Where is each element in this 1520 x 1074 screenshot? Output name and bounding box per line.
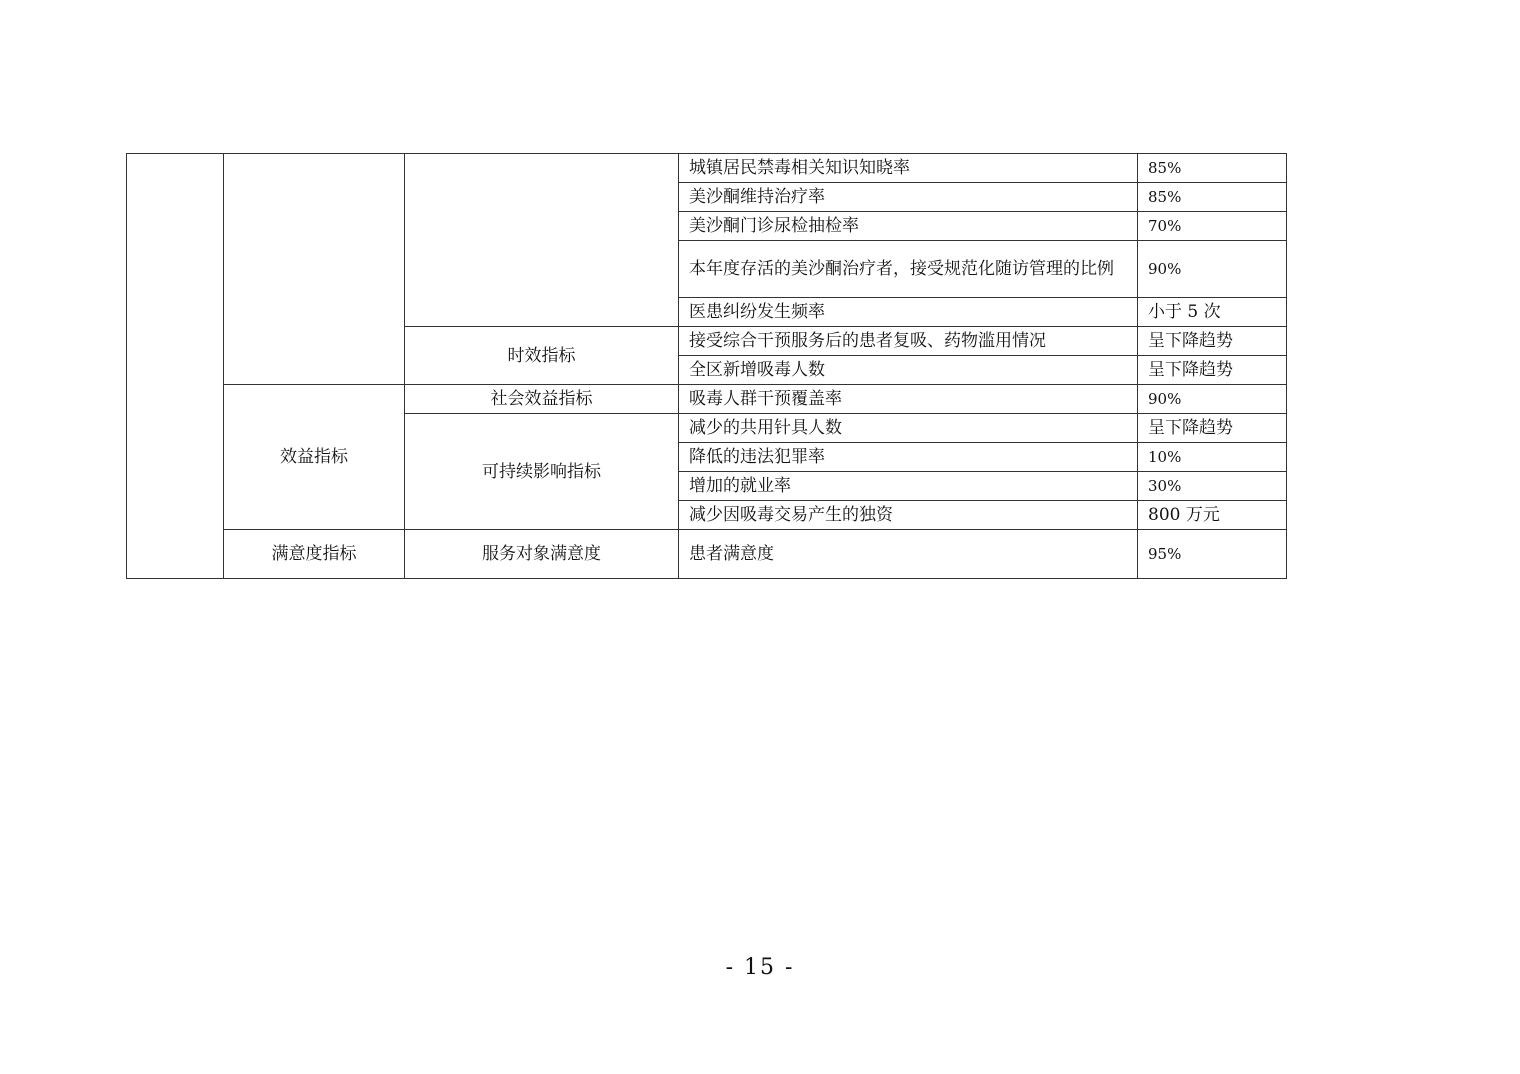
- indicator-cell: 减少的共用针具人数: [679, 414, 1138, 443]
- table-row: [127, 385, 1287, 414]
- level3-sustainable: 可持续影响指标: [405, 414, 679, 530]
- performance-indicator-table: [126, 153, 1287, 579]
- indicator-cell: 美沙酮维持治疗率: [679, 183, 1138, 212]
- level3-timeliness: 时效指标: [405, 327, 679, 385]
- value-cell: 800 万元: [1138, 501, 1287, 530]
- indicator-cell: 患者满意度: [679, 530, 1138, 579]
- level3-cell-empty: [405, 154, 679, 327]
- value-cell: 呈下降趋势: [1138, 327, 1287, 356]
- indicator-cell: 本年度存活的美沙酮治疗者，接受规范化随访管理的比例: [679, 241, 1138, 298]
- value-cell: 小于 5 次: [1138, 298, 1287, 327]
- value-cell: 呈下降趋势: [1138, 414, 1287, 443]
- level2-cell-empty: [224, 154, 405, 385]
- value-cell: 85%: [1138, 154, 1287, 183]
- indicator-cell: 接受综合干预服务后的患者复吸、药物滥用情况: [679, 327, 1138, 356]
- indicator-cell: 城镇居民禁毒相关知识知晓率: [679, 154, 1138, 183]
- indicator-cell: 美沙酮门诊尿检抽检率: [679, 212, 1138, 241]
- value-cell: 30%: [1138, 472, 1287, 501]
- indicator-cell: 全区新增吸毒人数: [679, 356, 1138, 385]
- value-cell: 90%: [1138, 241, 1287, 298]
- page-number: - 15 -: [725, 955, 795, 980]
- level2-effect: 效益指标: [224, 385, 405, 530]
- indicator-cell: 降低的违法犯罪率: [679, 443, 1138, 472]
- value-cell: 90%: [1138, 385, 1287, 414]
- indicator-cell: 吸毒人群干预覆盖率: [679, 385, 1138, 414]
- table-row: [127, 530, 1287, 579]
- level3-social: 社会效益指标: [405, 385, 679, 414]
- level3-service: 服务对象满意度: [405, 530, 679, 579]
- value-cell: 95%: [1138, 530, 1287, 579]
- value-cell: 呈下降趋势: [1138, 356, 1287, 385]
- value-cell: 85%: [1138, 183, 1287, 212]
- value-cell: 70%: [1138, 212, 1287, 241]
- value-cell: 10%: [1138, 443, 1287, 472]
- level1-cell-empty: [127, 154, 224, 579]
- table-row: [127, 154, 1287, 183]
- indicator-cell: 减少因吸毒交易产生的独资: [679, 501, 1138, 530]
- indicator-cell: 医患纠纷发生频率: [679, 298, 1138, 327]
- level2-satisfaction: 满意度指标: [224, 530, 405, 579]
- indicator-cell: 增加的就业率: [679, 472, 1138, 501]
